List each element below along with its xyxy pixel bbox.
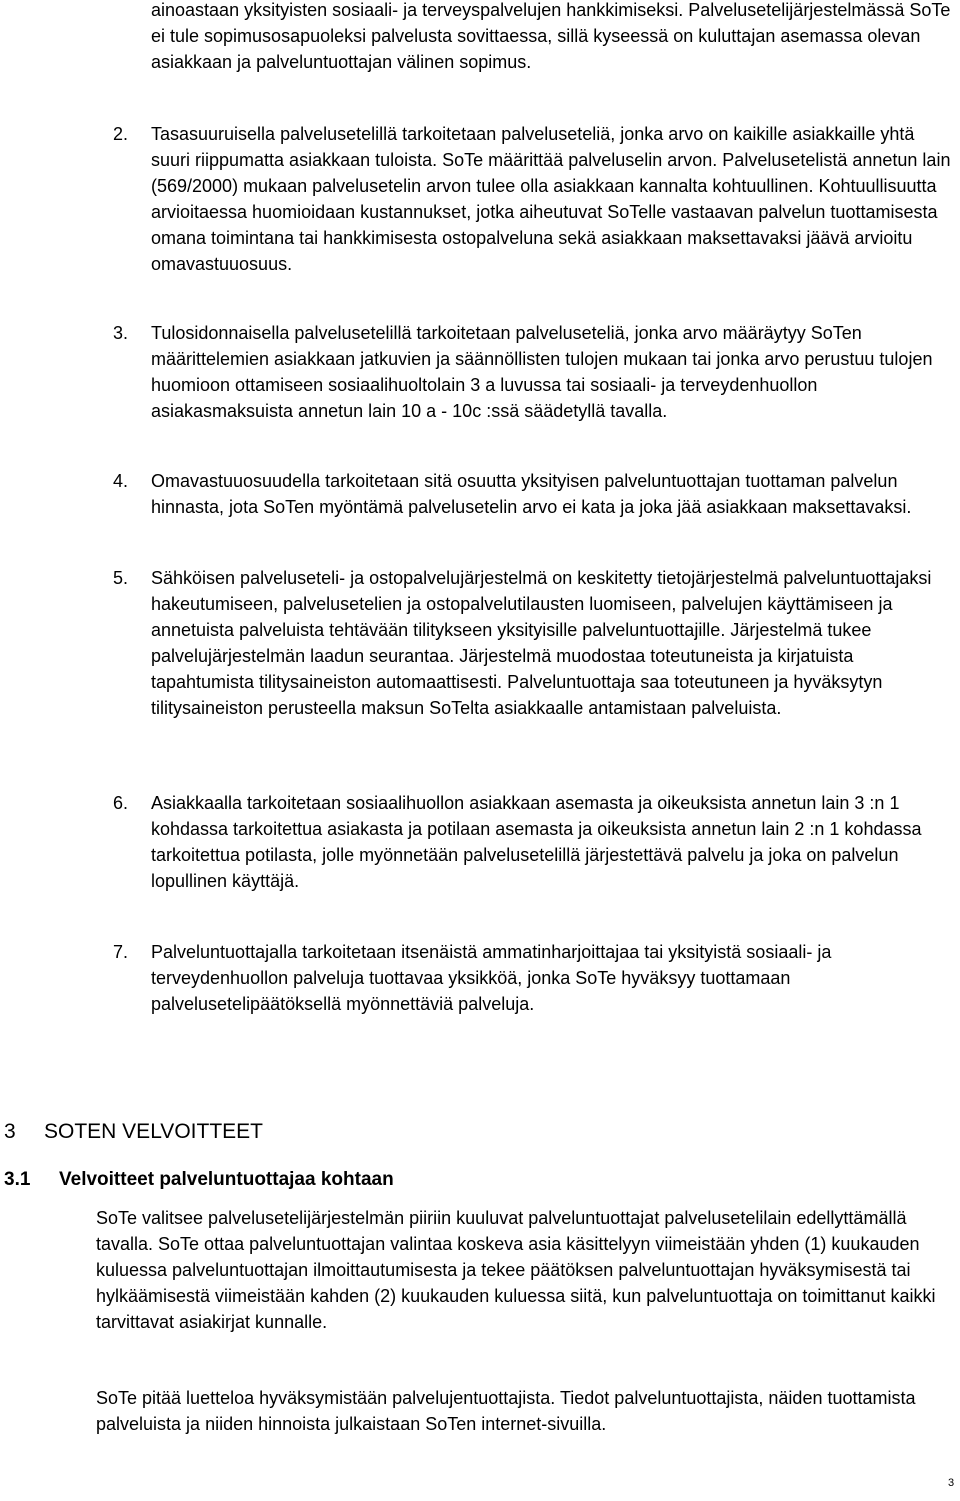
section-heading [4, 1118, 263, 1146]
definition-text: Tulosidonnaisella palvelusetelillä tarkoitetaan palveluseteliä, jonka arvo määräytyy SoTen määrittelemien asiakkaan jatkuvien ja säännöllisten tulojen mukaan tai jonka arvo perustuu tulojen huomioon ottamiseen sosiaalihuoltolain 3 a luvussa tai sosiaali- ja terveydenhuollon asiakasmaksuista annetun lain 10 a - 10c :ssä säädetyllä tavalla. [151, 323, 933, 421]
definition-number: 3. [113, 323, 129, 343]
definition-number: 2. [113, 124, 129, 144]
definition-text: Omavastuuosuudella tarkoitetaan sitä osuutta yksityisen palveluntuottajan tuottaman palvelun hinnasta, jota SoTen myöntämä palvelusetelin arvo ei kata ja joka jää asiakkaan maksettavaksi. [151, 471, 912, 517]
definition-text: Sähköisen palveluseteli- ja ostopalvelujärjestelmä on keskitetty tietojärjestelmä palveluntuottajaksi hakeutumiseen, palvelusetelien ja ostopalvelutilausten luomiseen, palvelujen käyttämiseen ja annetuista palveluista tehtävään tilitykseen yksityisille palveluntuottajille. Järjestelmä tukee palvelujärjestelmän laadun seurantaa. Järjestelmä muodostaa toteutuneista ja kirjatuista tapahtumista tilitysaineiston automaattisesti. Palveluntuottaja saa toteutuneen ja hyväksytyn tilitysaineiston perusteella maksun SoTelta asiakkaalle antamistaan palveluista. [151, 568, 932, 718]
definition-number: 5. [113, 568, 129, 588]
section-number: 3 [4, 1120, 16, 1143]
subsection-paragraph-2: SoTe pitää luetteloa hyväksymistään palvelujentuottajista. Tiedot palveluntuottajista, näiden tuottamista palveluista ja niiden hinnoista julkaistaan SoTen internet-sivuilla. [96, 1388, 916, 1434]
definition-number: 4. [113, 471, 129, 491]
definition-number: 7. [113, 942, 129, 962]
subsection-paragraph-1: SoTe valitsee palvelusetelijärjestelmän piiriin kuuluvat palveluntuottajat palvelusetelilain edellyttämällä tavalla. SoTe ottaa palveluntuottajan valintaa koskeva asia käsittelyyn viimeistään yhden (1) kuukauden kuluessa palveluntuottajan ilmoittautumisesta ja tekee päätöksen palveluntuottajan hyväksymisestä tai hylkäämisestä viimeistään kahden (2) kuukauden kuluessa siitä, kun palveluntuottaja on toimittanut kaikki tarvittavat asiakirjat kunnalle. [96, 1208, 936, 1332]
subsection-number: 3.1 [4, 1169, 31, 1190]
definition-number: 6. [113, 793, 129, 813]
subsection-title: Velvoitteet palveluntuottajaa kohtaan [59, 1169, 394, 1190]
definition-text: Asiakkaalla tarkoitetaan sosiaalihuollon asiakkaan asemasta ja oikeuksista annetun lain 3 :n 1 kohdassa tarkoitettua asiakasta ja potilaan asemasta ja oikeuksista annetun lain 2 :n 1 kohdassa tarkoitettua potilasta, jolle myönnetään palvelusetelillä järjestettävä palvelu ja joka on palvelun lopullinen käyttäjä. [151, 793, 922, 891]
intro-paragraph: ainoastaan yksityisten sosiaali- ja terveyspalvelujen hankkimiseksi. Palvelusetelijärjestelmässä SoTe ei tule sopimusosapuoleksi palvelusta sovittaessa, sillä kyseessä on kuluttajan asemassa olevan asiakkaan ja palveluntuottajan välinen sopimus. [151, 0, 951, 72]
definition-text: Palveluntuottajalla tarkoitetaan itsenäistä ammatinharjoittajaa tai yksityistä sosiaali- ja terveydenhuollon palveluja tuottavaa yksikköä, jonka SoTe hyväksyy tuottamaan palvelusetelipäätöksellä myönnettäviä palveluja. [151, 942, 832, 1014]
page-number: 3 [948, 1477, 955, 1489]
definition-text: Tasasuuruisella palvelusetelillä tarkoitetaan palveluseteliä, jonka arvo on kaikille asiakkaille yhtä suuri riippumatta asiakkaan tuloista. SoTe määrittää palveluselin arvon. Palvelusetelistä annetun lain (569/2000) mukaan palvelusetelin arvon tulee olla asiakkaan kannalta kohtuullinen. Kohtuullisuutta arvioitaessa huomioidaan kustannukset, jotka aiheutuvat SoTelle vastaavan palvelun tuottamisesta omana toimintana tai hankkimisesta ostopalveluna sekä asiakkaan maksettavaksi jäävä arvioitu omavastuuosuus. [151, 124, 951, 274]
subsection-heading [4, 1166, 394, 1194]
section-title: SOTEN VELVOITTEET [44, 1120, 263, 1143]
